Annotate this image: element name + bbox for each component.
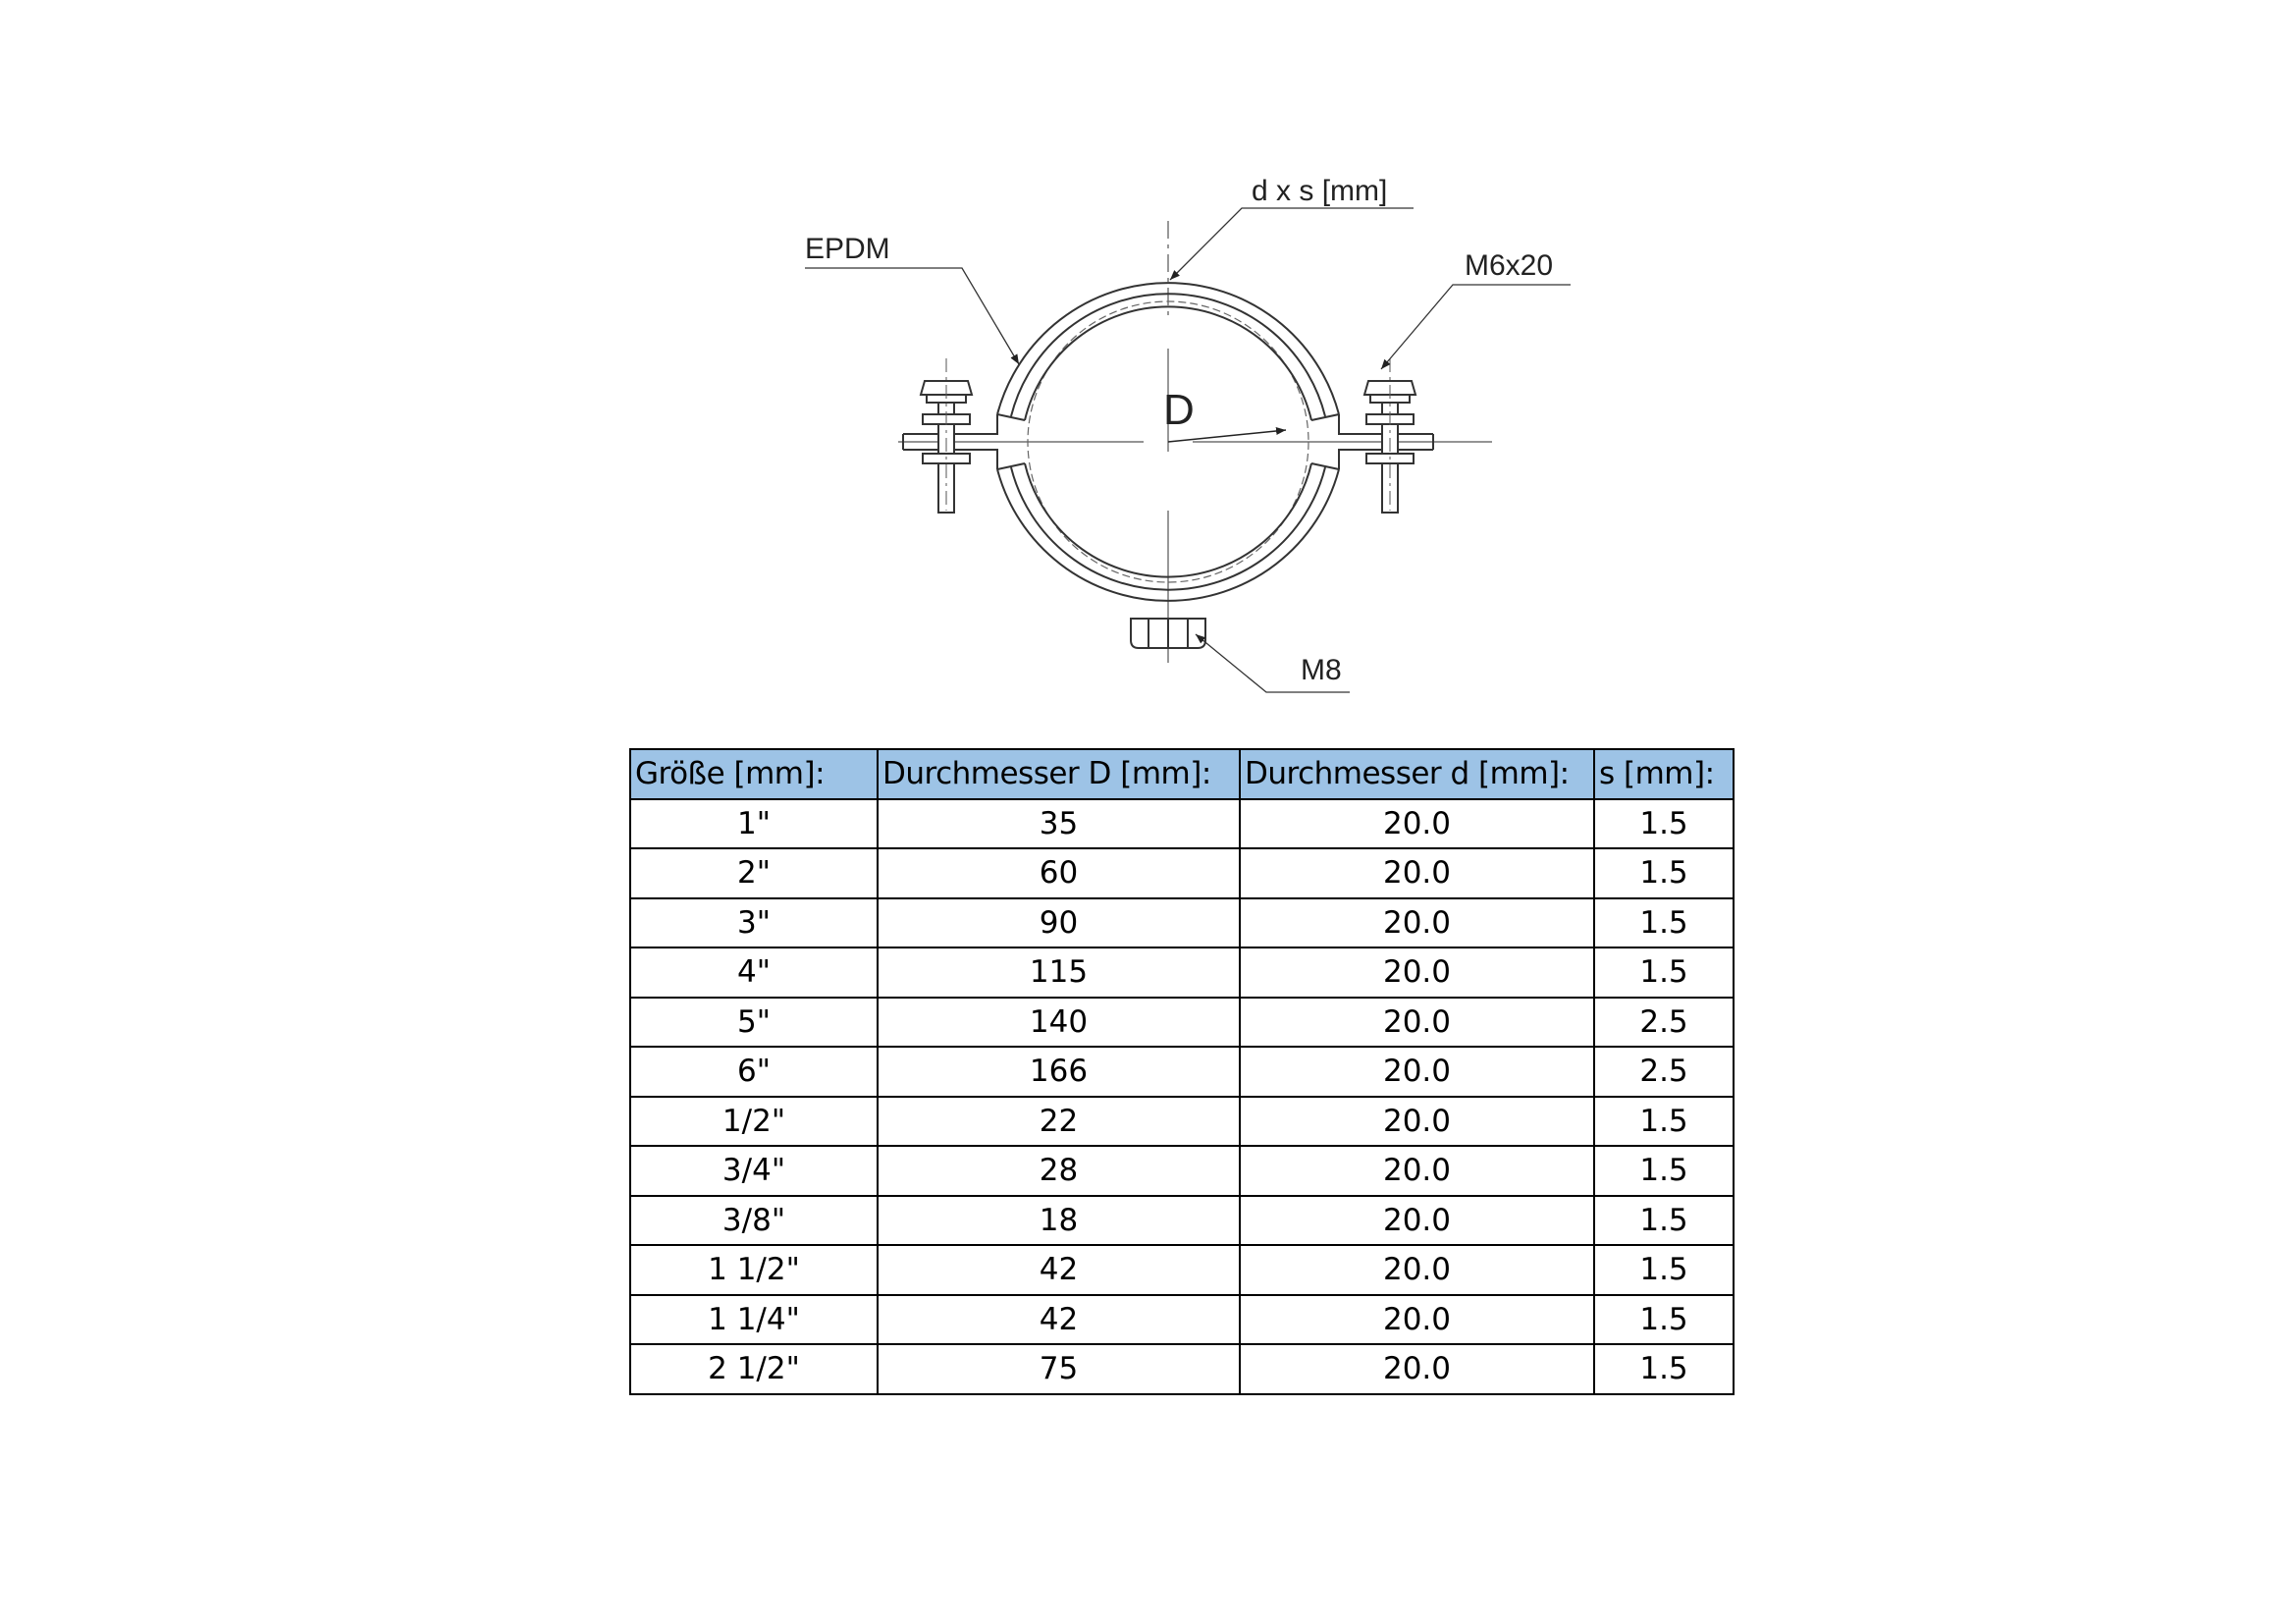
cell-thickness: 1.5 bbox=[1594, 1097, 1734, 1147]
cell-diameter-small: 20.0 bbox=[1240, 1295, 1594, 1345]
cell-diameter-small: 20.0 bbox=[1240, 1245, 1594, 1295]
cell-thickness: 1.5 bbox=[1594, 947, 1734, 998]
thickness-label: d x s [mm] bbox=[1252, 175, 1388, 207]
cell-diameter-small: 20.0 bbox=[1240, 1344, 1594, 1394]
table-row bbox=[630, 799, 1734, 849]
cell-diameter-big: 115 bbox=[878, 947, 1240, 998]
cell-size: 1 1/4" bbox=[630, 1295, 878, 1345]
cell-size: 3/4" bbox=[630, 1146, 878, 1196]
table-row bbox=[630, 1047, 1734, 1097]
dimensions-table bbox=[629, 748, 1735, 1395]
cell-diameter-big: 22 bbox=[878, 1097, 1240, 1147]
header-size: Größe [mm]: bbox=[630, 749, 878, 799]
header-diameter-big: Durchmesser D [mm]: bbox=[878, 749, 1240, 799]
diameter-label: D bbox=[1163, 386, 1195, 434]
cell-size: 4" bbox=[630, 947, 878, 998]
cell-thickness: 1.5 bbox=[1594, 799, 1734, 849]
table-row bbox=[630, 1344, 1734, 1394]
cell-thickness: 2.5 bbox=[1594, 998, 1734, 1048]
nut-icon bbox=[1131, 619, 1205, 648]
cell-diameter-small: 20.0 bbox=[1240, 998, 1594, 1048]
cell-diameter-small: 20.0 bbox=[1240, 848, 1594, 898]
table-row bbox=[630, 1245, 1734, 1295]
header-diameter-small: Durchmesser d [mm]: bbox=[1240, 749, 1594, 799]
table-header-row bbox=[630, 749, 1734, 799]
cell-thickness: 1.5 bbox=[1594, 1146, 1734, 1196]
cell-size: 5" bbox=[630, 998, 878, 1048]
cell-diameter-small: 20.0 bbox=[1240, 799, 1594, 849]
cell-size: 1" bbox=[630, 799, 878, 849]
cell-size: 6" bbox=[630, 1047, 878, 1097]
cell-thickness: 2.5 bbox=[1594, 1047, 1734, 1097]
header-thickness: s [mm]: bbox=[1594, 749, 1734, 799]
left-screw-icon bbox=[921, 358, 972, 513]
cell-size: 3/8" bbox=[630, 1196, 878, 1246]
screw-label: M6x20 bbox=[1465, 249, 1554, 282]
pipe-clamp-drawing bbox=[766, 157, 1610, 707]
cell-thickness: 1.5 bbox=[1594, 1245, 1734, 1295]
cell-diameter-big: 18 bbox=[878, 1196, 1240, 1246]
cell-diameter-big: 90 bbox=[878, 898, 1240, 948]
nut-label: M8 bbox=[1301, 654, 1342, 686]
cell-diameter-big: 28 bbox=[878, 1146, 1240, 1196]
cell-diameter-small: 20.0 bbox=[1240, 947, 1594, 998]
cell-thickness: 1.5 bbox=[1594, 848, 1734, 898]
table-row bbox=[630, 848, 1734, 898]
cell-size: 1/2" bbox=[630, 1097, 878, 1147]
table-row bbox=[630, 1146, 1734, 1196]
cell-diameter-big: 140 bbox=[878, 998, 1240, 1048]
cell-diameter-small: 20.0 bbox=[1240, 1196, 1594, 1246]
table-row bbox=[630, 1295, 1734, 1345]
cell-thickness: 1.5 bbox=[1594, 1196, 1734, 1246]
table-row bbox=[630, 898, 1734, 948]
cell-thickness: 1.5 bbox=[1594, 898, 1734, 948]
cell-diameter-big: 42 bbox=[878, 1295, 1240, 1345]
table-row bbox=[630, 1196, 1734, 1246]
cell-diameter-small: 20.0 bbox=[1240, 898, 1594, 948]
cell-diameter-small: 20.0 bbox=[1240, 1047, 1594, 1097]
cell-thickness: 1.5 bbox=[1594, 1344, 1734, 1394]
epdm-label: EPDM bbox=[805, 233, 890, 265]
cell-diameter-small: 20.0 bbox=[1240, 1097, 1594, 1147]
table-row bbox=[630, 947, 1734, 998]
table-row bbox=[630, 998, 1734, 1048]
table-row bbox=[630, 1097, 1734, 1147]
cell-diameter-big: 75 bbox=[878, 1344, 1240, 1394]
cell-thickness: 1.5 bbox=[1594, 1295, 1734, 1345]
cell-size: 1 1/2" bbox=[630, 1245, 878, 1295]
cell-diameter-big: 42 bbox=[878, 1245, 1240, 1295]
right-screw-icon bbox=[1364, 358, 1415, 513]
cell-diameter-big: 35 bbox=[878, 799, 1240, 849]
cell-size: 2 1/2" bbox=[630, 1344, 878, 1394]
cell-size: 3" bbox=[630, 898, 878, 948]
cell-size: 2" bbox=[630, 848, 878, 898]
center-lines bbox=[898, 221, 1492, 663]
cell-diameter-big: 60 bbox=[878, 848, 1240, 898]
cell-diameter-big: 166 bbox=[878, 1047, 1240, 1097]
cell-diameter-small: 20.0 bbox=[1240, 1146, 1594, 1196]
